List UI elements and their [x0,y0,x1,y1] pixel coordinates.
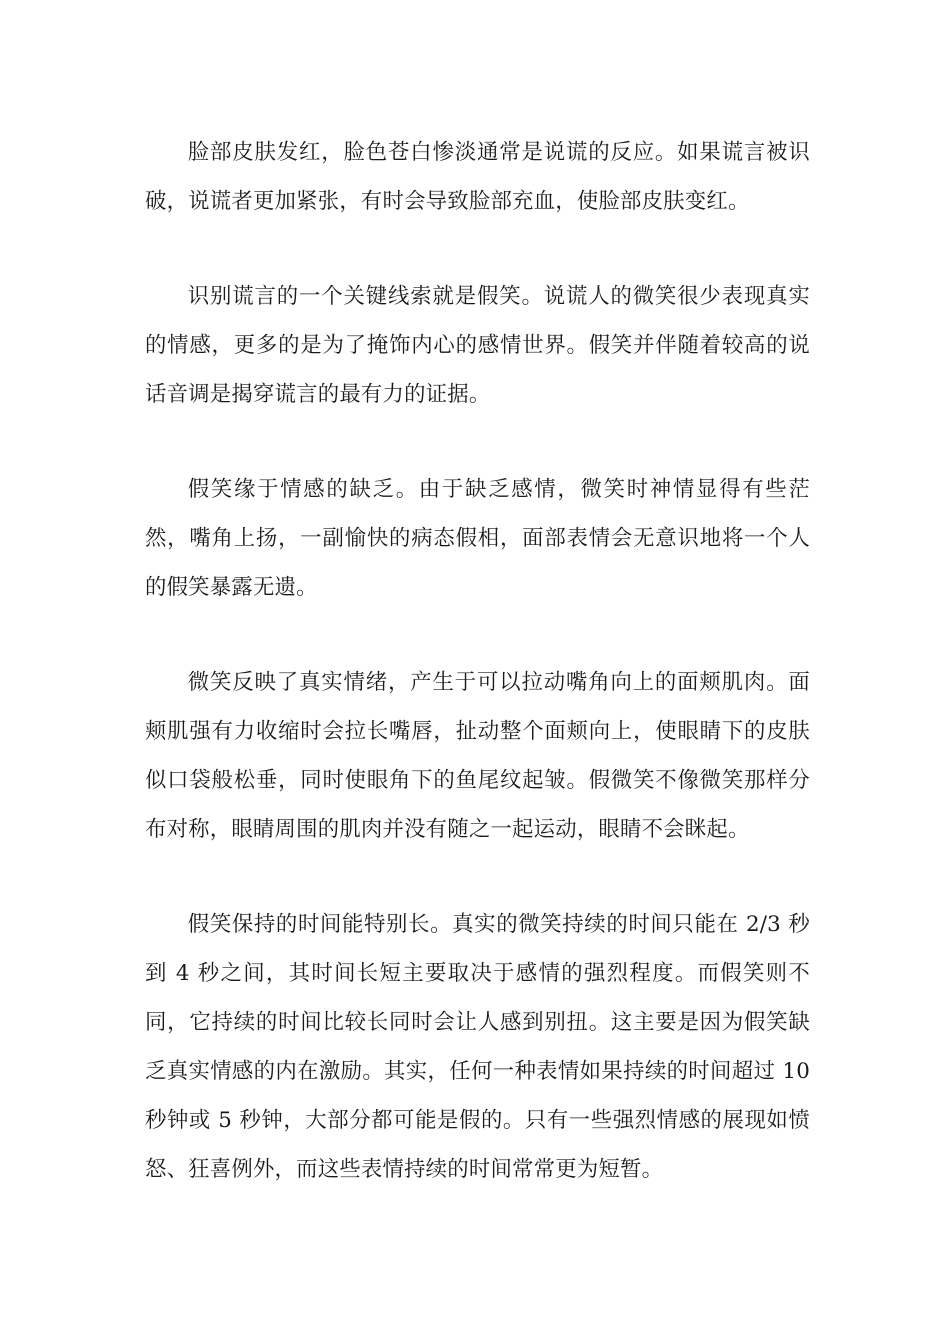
paragraph-2: 识别谎言的一个关键线索就是假笑。说谎人的微笑很少表现真实的情感，更多的是为了掩饰内心的感情世界。假笑并伴随着较高的说话音调是揭穿谎言的最有力的证据。 [145,284,810,407]
paragraph-4: 微笑反映了真实情绪，产生于可以拉动嘴角向上的面颊肌肉。面颊肌强有力收缩时会拉长嘴唇，扯动整个面颊向上，使眼睛下的皮肤似口袋般松垂，同时使眼角下的鱼尾纹起皱。假微笑不像微笑那样分布对称，眼睛周围的肌肉并没有随之一起运动，眼睛不会眯起。 [145,670,810,842]
document-body [145,128,810,1194]
paragraph-1: 脸部皮肤发红，脸色苍白惨淡通常是说谎的反应。如果谎言被识破，说谎者更加紧张，有时会导致脸部充血，使脸部皮肤变红。 [145,140,810,214]
paragraph-5: 假笑保持的时间能特别长。真实的微笑持续的时间只能在 2/3 秒到 4 秒之间，其时间长短主要取决于感情的强烈程度。而假笑则不同，它持续的时间比较长同时会让人感到别扭。这主要是因为假笑缺乏真实情感的内在激励。其实，任何一种表情如果持续的时间超过 10 秒钟或 5 秒钟，大部分都可能是假的。只有一些强烈情感的展现如愤怒、狂喜例外，而这些表情持续的时间常常更为短暂。 [145,912,810,1182]
paragraph-3: 假笑缘于情感的缺乏。由于缺乏感情，微笑时神情显得有些茫然，嘴角上扬，一副愉快的病态假相，面部表情会无意识地将一个人的假笑暴露无遗。 [145,477,810,600]
